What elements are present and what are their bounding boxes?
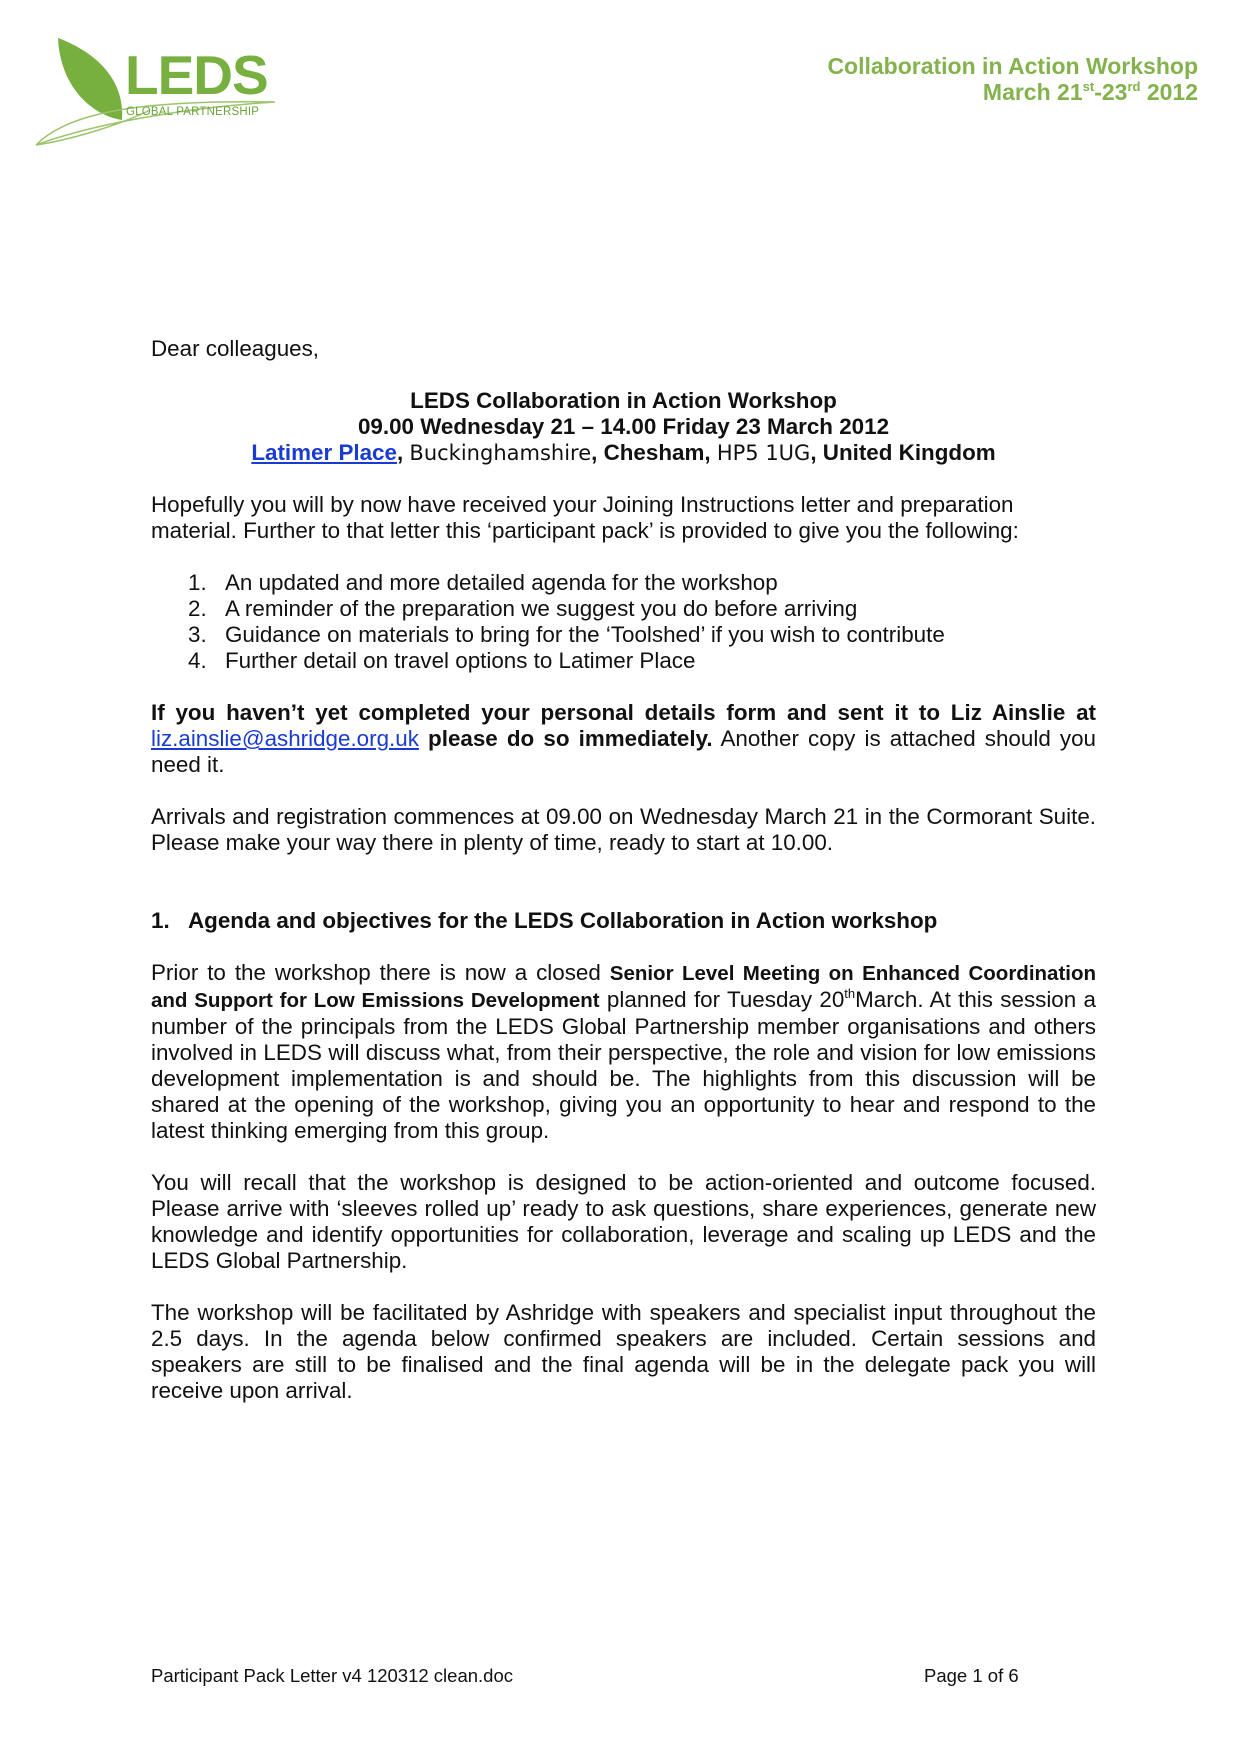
arrivals-paragraph: Arrivals and registration commences at 09.00 on Wednesday March 21 in the Cormorant Suite. Please make your way there in plenty of time, ready to start at 10.00.	[151, 804, 1096, 855]
workshop-title: LEDS Collaboration in Action Workshop	[410, 388, 837, 413]
salutation: Dear colleagues,	[151, 336, 320, 361]
event-title: Collaboration in Action Workshop	[827, 53, 1198, 79]
latimer-place-link[interactable]: Latimer Place	[251, 440, 397, 465]
recall-paragraph: You will recall that the workshop is designed to be action-oriented and outcome focused. Please arrive with ‘sleeves rolled up’ ready to ask questions, share experiences, generate new knowledge and identify opportunities for collaboration, leverage and scaling up LEDS and the LEDS Global Partnership.	[151, 1170, 1096, 1273]
letter-body	[151, 336, 1096, 1404]
list-item: 4. Further detail on travel options to Latimer Place	[188, 648, 696, 673]
intro-paragraph: Hopefully you will by now have received your Joining Instructions letter and preparation material. Further to that letter this ‘participant pack’ is provided to give you the following:	[151, 492, 1019, 543]
leds-logo	[30, 30, 280, 150]
logo-wordmark: LEDS	[125, 44, 268, 106]
logo-subtext: GLOBAL PARTNERSHIP	[126, 106, 260, 118]
list-item: 1. An updated and more detailed agenda for the workshop	[188, 570, 778, 595]
pack-contents-list	[151, 570, 1096, 674]
header-event-info	[827, 53, 1198, 105]
section-heading: 1. Agenda and objectives for the LEDS Collaboration in Action workshop	[151, 908, 938, 933]
workshop-time: 09.00 Wednesday 21 – 14.00 Friday 23 March 2012	[357, 414, 890, 439]
list-item: 2. A reminder of the preparation we suggest you do before arriving	[188, 596, 858, 621]
prior-meeting-paragraph: Prior to the workshop there is now a closed Senior Level Meeting on Enhanced Coordination and Support for Low Emissions Development planned for Tuesday 20thMarch. At this session a number of the principals from the LEDS Global Partnership member organisations and others involved in LEDS will discuss what, from their perspective, the role and vision for low emissions development implementation is and should be. The highlights from this discussion will be shared at the opening of the workshop, giving you an opportunity to hear and respond to the latest thinking emerging from this group.	[151, 960, 1097, 1143]
workshop-venue: Latimer Place, Buckinghamshire, Chesham, HP5 1UG, United Kingdom	[251, 440, 996, 465]
footer-page-number: Page 1 of 6	[924, 1665, 1019, 1686]
list-item: 3. Guidance on materials to bring for the ‘Toolshed’ if you wish to contribute	[188, 622, 945, 647]
facilitation-paragraph: The workshop will be facilitated by Ashridge with speakers and specialist input throughout the 2.5 days. In the agenda below confirmed speakers are included. Certain sessions and speakers are still to be finalised and the final agenda will be in the delegate pack you will receive upon arrival.	[151, 1300, 1096, 1403]
footer-filename: Participant Pack Letter v4 120312 clean.doc	[151, 1665, 514, 1686]
form-notice: If you haven’t yet completed your personal details form and sent it to Liz Ainslie at liz.ainslie@ashridge.org.uk please do so immediately. Another copy is attached should you need it.	[151, 700, 1096, 777]
email-link[interactable]: liz.ainslie@ashridge.org.uk	[151, 726, 419, 751]
event-dates: March 21st-23rd 2012	[982, 79, 1198, 105]
